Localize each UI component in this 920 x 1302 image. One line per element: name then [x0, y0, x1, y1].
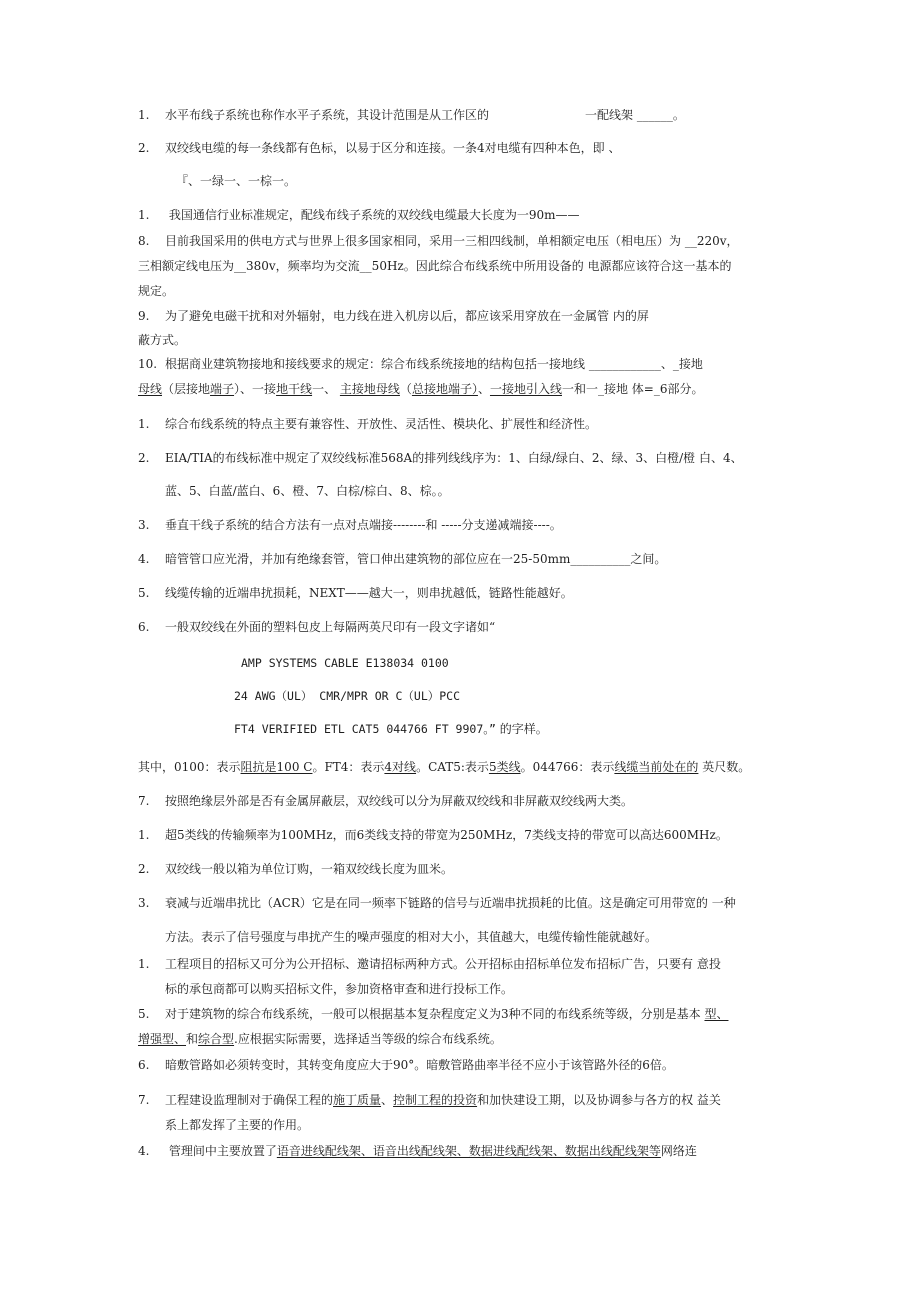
- text: AMP SYSTEMS CABLE E138034 0100: [241, 656, 449, 670]
- item-text: 垂直干线子系统的结合方法有一点对点端接--------和 -----分支递减端接----。: [165, 518, 562, 532]
- item-continuation: [138, 381, 704, 397]
- item-cat-frequencies: [138, 827, 728, 843]
- text: （层接地: [162, 382, 211, 396]
- item-horizontal-subsystem: [138, 107, 685, 123]
- item-number: 8.: [138, 234, 150, 248]
- underlined-text: 控制工程的投资: [393, 1093, 478, 1107]
- text: （: [399, 382, 412, 396]
- item-number: 1.: [138, 957, 150, 971]
- underlined-text: 阻抗是100 C: [240, 760, 313, 774]
- cable-marking-line-3: [234, 721, 548, 737]
- item-telecom-room: [138, 1143, 697, 1159]
- item-text-tail: 一配线架 ______。: [585, 108, 685, 122]
- item-continuation: [165, 1117, 309, 1133]
- underlined-text: 地干线: [276, 382, 313, 396]
- item-text: 目前我国采用的供电方式与世界上很多国家相同，采用一三相四线制，单相额定电压（相电压）为 __220v，: [165, 234, 739, 248]
- item-continuation: [138, 258, 732, 274]
- underlined-text: 综合型: [198, 1032, 235, 1046]
- item-number: 10.: [138, 357, 158, 371]
- text: 其中，0100：表示: [138, 760, 241, 774]
- item-twisted-pair-colors: [138, 140, 620, 156]
- item-continuation: [165, 929, 657, 945]
- underlined-text: 端子: [210, 382, 235, 396]
- item-cabling-levels: [138, 1006, 728, 1022]
- underlined-text: 线缆当前处在的: [614, 760, 699, 774]
- text: 和加快建设工期，以及协调参与各方的权 益关: [477, 1093, 721, 1107]
- item-shielding-types: [138, 793, 633, 809]
- item-number: 1.: [138, 828, 150, 842]
- item-number: 3.: [138, 896, 150, 910]
- item-power-line-shielding: [138, 308, 649, 324]
- item-text: 线缆传输的近端串扰损耗，NEXT——越大一，则串扰越低，链路性能越好。: [165, 586, 573, 600]
- text: 。FT4：表示: [312, 760, 385, 774]
- item-cable-marking: [138, 619, 495, 635]
- item-power-supply: [138, 233, 739, 249]
- item-text: 暗管管口应光滑，并加有绝缘套管，管口伸出建筑物的部位应在一25-50mm: [165, 552, 571, 566]
- item-text: 工程项目的招标又可分为公开招标、邀请招标两种方式。公开招标由招标单位发布招标广告，只要有 意投: [165, 957, 721, 971]
- text: 一、: [312, 382, 340, 396]
- underlined-text: 5类线: [488, 760, 521, 774]
- cable-marking-line-2: [234, 688, 460, 704]
- item-number: 2.: [138, 862, 150, 876]
- item-next-loss: [138, 585, 573, 601]
- item-number: 1.: [138, 208, 150, 222]
- item-backbone-termination: [138, 517, 562, 533]
- item-continuation: [165, 981, 513, 997]
- item-number: 7.: [138, 794, 150, 808]
- text: 之间。: [630, 552, 667, 566]
- item-cabling-features: [138, 416, 597, 432]
- underlined-text: 型、: [704, 1007, 729, 1021]
- underlined-text: 4对线: [384, 760, 417, 774]
- item-conduit-bend: [138, 1057, 674, 1073]
- text: 。CAT5:表示: [416, 760, 489, 774]
- item-text: 三相额定线电压为__380v，频率均为交流__50Hz。因此综合布线系统中所用设备的 电源都应该符合这一基本的: [138, 259, 732, 273]
- text: .应根据实际需要，选择适当等级的综合布线系统。: [234, 1032, 502, 1046]
- item-number: 6.: [138, 620, 150, 634]
- item-text: 规定。: [138, 284, 175, 298]
- item-number: 6.: [138, 1058, 150, 1072]
- underlined-text: 总接地端子）: [411, 382, 478, 396]
- item-number: 5.: [138, 1007, 150, 1021]
- item-number: 4.: [138, 552, 150, 566]
- item-number: 7.: [138, 1093, 150, 1107]
- item-text: 『、一绿一、一棕一。: [176, 174, 297, 188]
- item-text: 对于建筑物的综合布线系统，一般可以根据基本复杂程度定义为3种不同的布线系统等级，分别是基本: [165, 1007, 705, 1021]
- text: 24 AWG（UL） CMR/MPR OR C（UL）PCC: [234, 689, 461, 703]
- item-number: 2.: [138, 451, 150, 465]
- item-text: 我国通信行业标准规定，配线布线子系统的双绞线电缆最大长度为一90m——: [165, 208, 580, 222]
- item-continuation: [176, 173, 296, 189]
- text: 、: [477, 382, 490, 396]
- text: 的字样。: [495, 722, 548, 736]
- text: ）、一接: [234, 382, 277, 396]
- underlined-text: 一接地引入线: [489, 382, 562, 396]
- underlined-text: 主接地母线: [339, 382, 400, 396]
- item-text: 为了避免电磁干扰和对外辐射，电力线在进入机房以后，都应该采用穿放在一金属管 内的屏: [165, 309, 649, 323]
- item-text: 工程建设监理制对于确保工程的: [165, 1093, 334, 1107]
- item-568a-order: [138, 450, 743, 466]
- underlined-text: 增强型、: [138, 1032, 187, 1046]
- item-grounding-structure: [138, 356, 703, 372]
- item-continuation: [138, 1031, 502, 1047]
- underlined-text: 施丁质量: [333, 1093, 382, 1107]
- item-text: 系上都发挥了主要的作用。: [165, 1118, 310, 1132]
- text: 、: [381, 1093, 394, 1107]
- item-continuation: [138, 283, 174, 299]
- item-bidding: [138, 956, 721, 972]
- item-continuation: [138, 332, 186, 348]
- item-cable-max-length: [138, 207, 579, 223]
- item-text: 一般双绞线在外面的塑料包皮上每隔两英尺印有一段文字诸如“: [165, 620, 496, 634]
- text: FT4 VERIFIED ETL CAT5 044766 FT 9907。”: [234, 722, 496, 736]
- item-text: 蔽方式。: [138, 333, 187, 347]
- item-marking-explanation: [138, 759, 750, 775]
- item-text: 按照绝缘层外部是否有金属屏蔽层，双绞线可以分为屏蔽双绞线和非屏蔽双绞线两大类。: [165, 794, 634, 808]
- item-supervision: [138, 1092, 721, 1108]
- text: 一和一_接地 体=_6部分。: [561, 382, 704, 396]
- underlined-text: 母线: [138, 382, 163, 396]
- item-text: 蓝、5、白蓝/蓝白、6、橙、7、白棕/棕白、8、棕。。: [165, 484, 450, 498]
- underlined-text: 语音进线配线架、语音出线配线架、数据进线配线架、数据出线配线架等: [276, 1144, 661, 1158]
- item-number: 3.: [138, 518, 150, 532]
- item-number: 1.: [138, 108, 150, 122]
- blank-line: __________: [570, 552, 631, 566]
- item-acr: [138, 895, 736, 911]
- cable-marking-line-1: [241, 655, 449, 671]
- text: 。044766：表示: [520, 760, 615, 774]
- text: 英尺数。: [698, 760, 751, 774]
- item-text: 标的承包商都可以购买招标文件，参加资格审查和进行投标工作。: [165, 982, 514, 996]
- item-text: 双绞线电缆的每一条线都有色标，以易于区分和连接。一条4对电缆有四种本色，即 、: [165, 141, 621, 155]
- item-text: 衰减与近端串扰比（ACR）它是在同一频率下链路的信号与近端串扰损耗的比值。这是确定可用带宽的 一种: [165, 896, 736, 910]
- item-text: 综合布线系统的特点主要有兼容性、开放性、灵活性、模块化、扩展性和经济性。: [165, 417, 598, 431]
- item-text: 暗敷管路如必须转变时，其转变角度应大于90°。暗敷管路曲率半径不应小于该管路外径的6倍。: [165, 1058, 674, 1072]
- item-number: 5.: [138, 586, 150, 600]
- item-continuation: [165, 483, 450, 499]
- item-conduit-opening: [138, 551, 666, 567]
- item-text: 双绞线一般以箱为单位订购，一箱双绞线长度为皿米。: [165, 862, 454, 876]
- item-number: 2.: [138, 141, 150, 155]
- item-number: 9.: [138, 309, 150, 323]
- item-number: 4.: [138, 1144, 150, 1158]
- text: 网络连: [660, 1144, 697, 1158]
- item-text: 超5类线的传输频率为100MHz，而6类线支持的带宽为250MHz，7类线支持的带宽可以高达600MHz。: [165, 828, 728, 842]
- item-text: 水平布线子系统也称作水平子系统，其设计范围是从工作区的: [165, 108, 490, 122]
- item-box-length: [138, 861, 453, 877]
- item-text: 方法。表示了信号强度与串扰产生的噪声强度的相对大小，其值越大，电缆传输性能就越好。: [165, 930, 658, 944]
- item-text: EIA/TIA的布线标准中规定了双绞线标准568A的排列线线序为：1、白绿/绿白、2、绿、3、白橙/橙 白、4、: [165, 451, 743, 465]
- item-text: 管理间中主要放置了: [165, 1144, 277, 1158]
- item-number: 1.: [138, 417, 150, 431]
- item-text: 根据商业建筑物接地和接线要求的规定：综合布线系统接地的结构包括一接地线 ____________、_接地: [165, 357, 703, 371]
- text: 和: [186, 1032, 199, 1046]
